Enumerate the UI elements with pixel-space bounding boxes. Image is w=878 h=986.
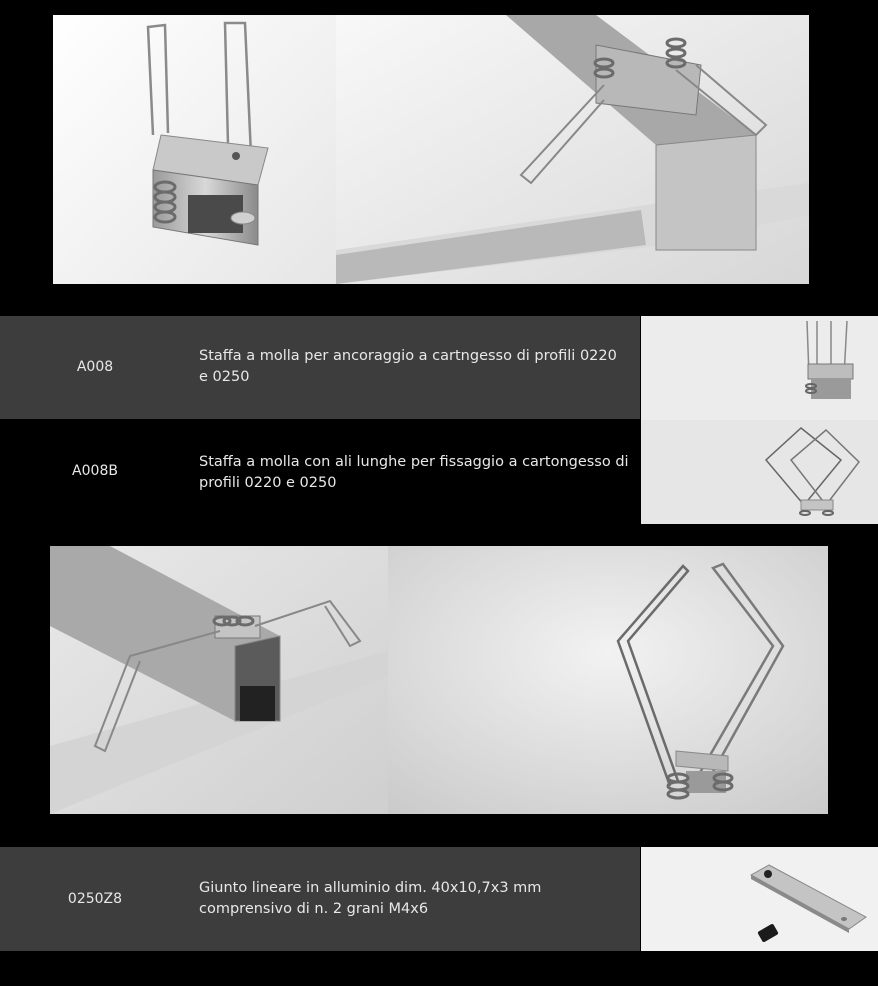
product-description: Staffa a molla per ancoraggio a cartngesso di profili 0220 e 0250 (199, 348, 617, 385)
thumb-0250z8 (641, 847, 878, 951)
product-row-0250z8 (0, 847, 640, 951)
photo-long-wing-standalone (388, 546, 828, 814)
photo-bracket-closeup (53, 15, 336, 284)
photo-long-wing-installed (50, 546, 388, 814)
photo-bracket-installed (336, 15, 809, 284)
product-description: Giunto lineare in alluminio dim. 40x10,7x3 mm comprensivo di n. 2 grani M4x6 (199, 880, 542, 917)
product-description: Staffa a molla con ali lunghe per fissaggio a cartongesso di profili 0220 e 0250 (199, 454, 629, 491)
thumb-a008 (641, 316, 878, 420)
thumb-a008b (641, 420, 878, 524)
product-code: A008 (76, 359, 114, 375)
product-row-a008 (0, 316, 640, 419)
product-code: 0250Z8 (67, 891, 123, 907)
product-code: A008B (72, 463, 118, 479)
product-row-a008b (0, 420, 640, 523)
